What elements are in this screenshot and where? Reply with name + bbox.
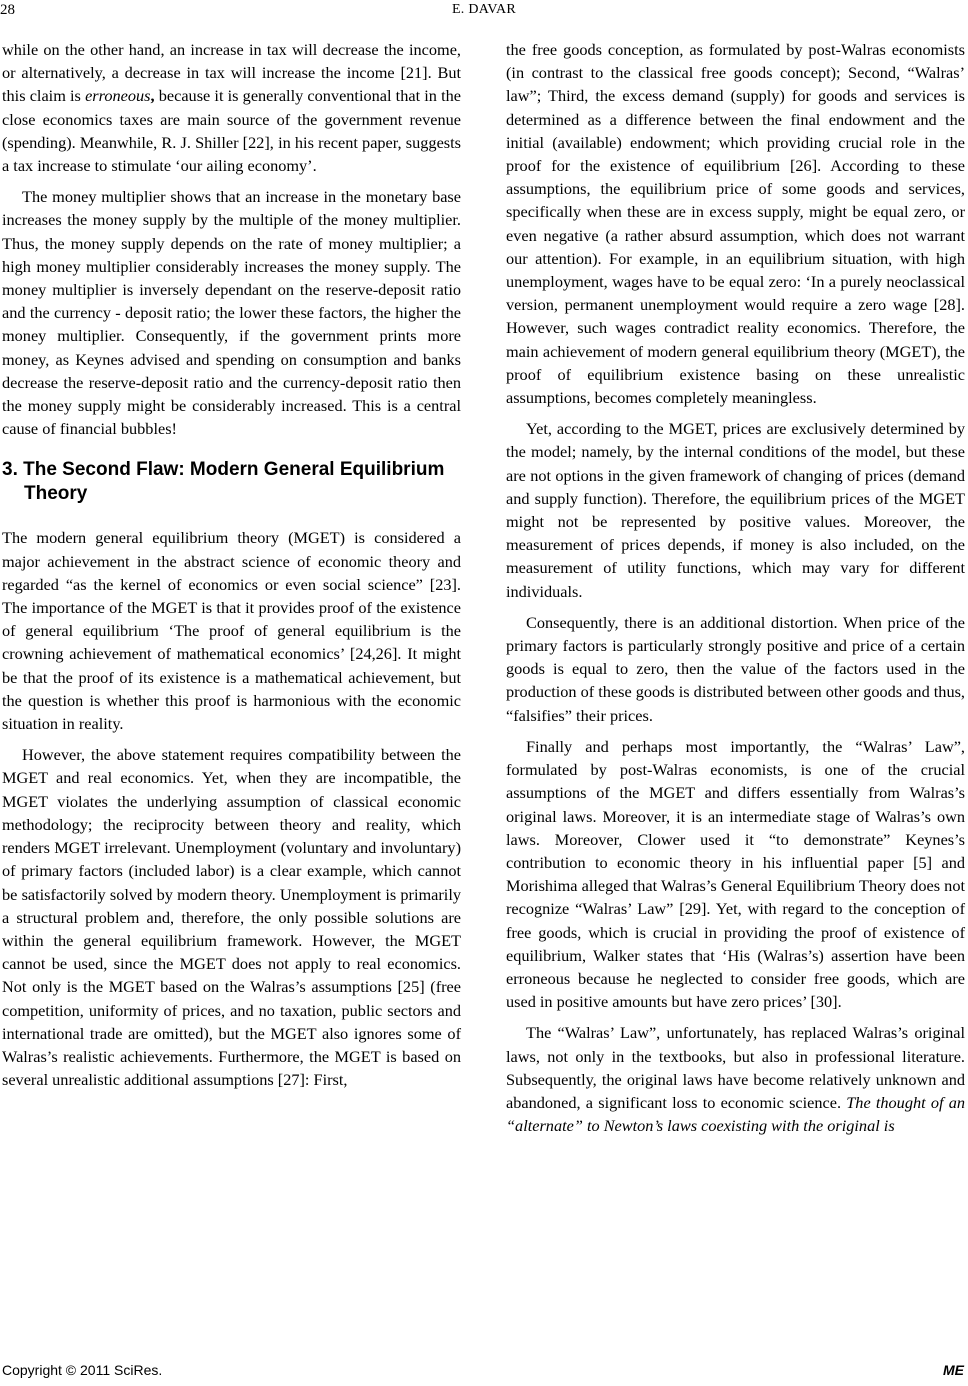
- emphasis-text: erroneous: [85, 86, 151, 106]
- paragraph: Consequently, there is an additional distortion. When price of the primary factors is particularly strongly positive and price of a certain goods is equal to zero, then the value of the factors used in the production of these goods is distributed between other goods and thus, “falsifies” their prices.: [506, 612, 965, 725]
- running-head: E. DAVAR: [451, 2, 517, 17]
- paragraph: [2, 38, 461, 177]
- paragraph: However, the above statement requires compatibility between the MGET and real economics. Yet, when they are incompatible, the MGET violates the underlying assumption of classical economic methodology; the reciprocity between theory and reality, which renders MGET irrelevant. Unemployment (voluntary and involuntary) of primary factors (included labor) is a clear example, which cannot be satisfactorily solved by modern theory. Unemployment is primarily a structural problem and, therefore, the only possible solutions are within the general equilibrium framework. However, the MGET cannot be used, since the MGET does not apply to real economics. Not only is the MGET based on the Walras’s assumptions [25] (free competition, uniformity of prices, and no taxation, public sectors and international trade are omitted), but the MGET also ignores some of Walras’s realistic achievements. Furthermore, the MGET is based on several unrealistic additional assumptions [27]: First,: [2, 745, 461, 1090]
- paragraph: Finally and perhaps most importantly, the “Walras’ Law”, formulated by post-Walras economists, is one of the crucial assumptions of the MGET and differs essentially from Walras’s original laws. Moreover, it is an intermediate stage of Walras’s own laws. Moreover, Clower used it “to demonstrate” Keynes’s contribution to economic theory in his influential paper [5] and Morishima alleged that Walras’s General Equilibrium Theory does not recognize “Walras’ Law” [29]. Yet, with regard to the conception of free goods, which is crucial in providing the proof of existence of equilibrium, Walker states that ‘His (Walras’s) assertion have been erroneous because he neglected to consider free goods, which are used in positive amounts but have zero prices’ [30].: [506, 736, 965, 1012]
- journal-abbreviation: ME: [943, 1362, 964, 1378]
- emphasis-text: The thought of an “alternate” to Newton’s laws coexisting with the original is: [506, 1092, 965, 1136]
- copyright-notice: Copyright © 2011 SciRes.: [2, 1362, 163, 1378]
- paragraph: Yet, according to the MGET, prices are exclusively determined by the model; namely, by the internal conditions of the model, but these are not options in the given framework of changing of prices (demand and supply function). Therefore, the equilibrium prices of the MGET might not be represented by positive values. Moreover, the measurement of prices depends, if money is also included, on the measurement of utility functions, which may vary for different individuals.: [506, 419, 965, 601]
- paragraph-text: The “Walras’ Law”, unfortunately, has replaced Walras’s original laws, not only in the textbooks, but also in professional literature. Subsequently, the original laws have become relatively unknown and abandoned, a significant loss to economic science.: [506, 1023, 965, 1112]
- right-column: [506, 38, 965, 1145]
- left-column: [2, 38, 461, 1099]
- paragraph: the free goods conception, as formulated by post-Walras economists (in contrast to the classical free goods concept); Second, “Walras’ law”; Third, the excess demand (supply) for goods and services is determined as a difference between the final endowment and the initial (available) endowment; which providing crucial role in the proof for the existence of equilibrium [26]. According to these assumptions, the equilibrium price of some goods and services, specifically when these are in excess supply, might be equal zero, or even negative (a rather absurd assumption, which does not warrant our attention). For example, in an equilibrium situation, with high unemployment, wages have to be equal zero: ‘In a purely neoclassical version, permanent unemployment would require a zero wage [28]. However, such wages contradict reality economics. Therefore, the main achievement of modern general equilibrium theory (MGET), the proof of equilibrium existence basing on these unrealistic assumptions, becomes completely meaningless.: [506, 40, 965, 408]
- paragraph-text: because it is generally conventional that in the close economics taxes are main source of the government revenue (spending). Meanwhile, R. J. Shiller [22], in his recent paper, suggests a tax increase to stimulate ‘our ailing economy’.: [2, 86, 461, 176]
- comma: ,: [150, 86, 155, 106]
- paragraph: The money multiplier shows that an increase in the monetary base increases the money supply by the multiple of the money multiplier. Thus, the money supply depends on the rate of money multiplier; a high money multiplier considerably increases the money supply. The money multiplier is inversely dependant on the reserve-deposit ratio and the currency - deposit ratio; the lower these factors, the higher the money multiplier. Consequently, if the government prints more money, as Keynes advised and spending on consumption and banks decrease the reserve-deposit ratio and the currency-deposit ratio then the money supply might be considerably increased. This is a central cause of financial bubbles!: [2, 187, 461, 439]
- section-heading: 3. The Second Flaw: Modern General Equilibrium Theory: [2, 459, 445, 505]
- paragraph-text: while on the other hand, an increase in tax will decrease the income, or alternatively, a decrease in tax will increase the income [21]. But this claim is: [2, 40, 461, 106]
- paragraph: The modern general equilibrium theory (MGET) is considered a major achievement in the abstract science of economic theory and regarded “as the kernel of economics or even social science” [23]. The importance of the MGET is that it provides proof of the existence of general equilibrium ‘The proof of general equilibrium is the crowning achievement of mathematical economics’ [24,26]. It might be that the proof of its existence is a mathematical achievement, but the question is whether this proof is harmonious with the economic situation in reality.: [2, 528, 461, 734]
- paragraph: [506, 1021, 965, 1137]
- page-number: 28: [0, 2, 15, 18]
